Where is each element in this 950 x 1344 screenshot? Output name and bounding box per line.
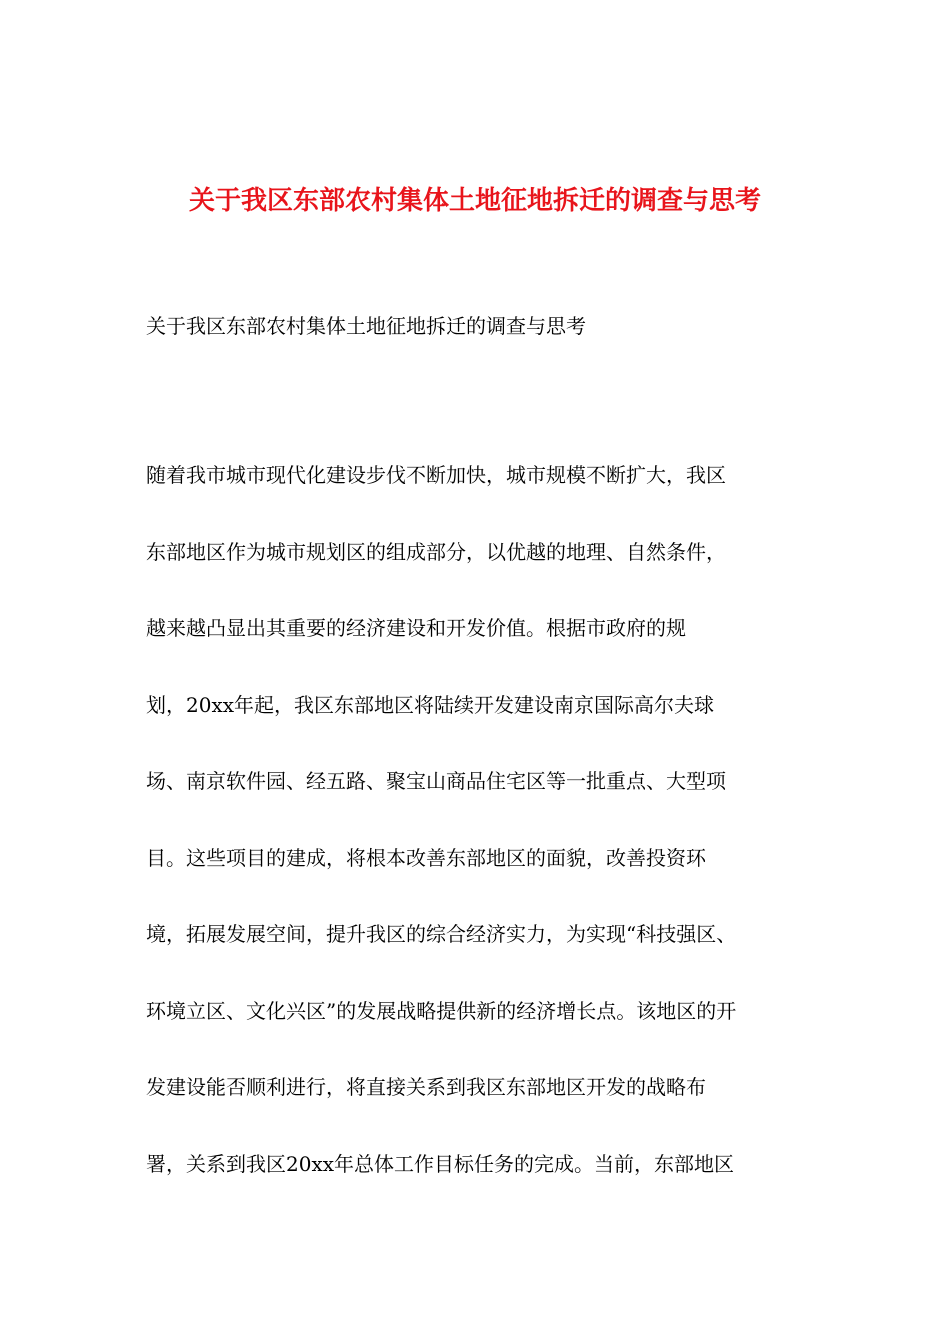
body-line: 署，关系到我区20xx年总体工作目标任务的完成。当前，东部地区 xyxy=(146,1151,735,1176)
body-text xyxy=(146,455,826,1220)
body-line: 场、南京软件园、经五路、聚宝山商品住宅区等一批重点、大型项 xyxy=(146,769,726,793)
body-line: 境，拓展发展空间，提升我区的综合经济实力，为实现“科技强区、 xyxy=(146,922,737,946)
body-line: 随着我市城市现代化建设步伐不断加快，城市规模不断扩大，我区 xyxy=(146,463,726,487)
document-title: 关于我区东部农村集体土地征地拆迁的调查与思考 xyxy=(188,186,761,216)
body-line: 目。这些项目的建成，将根本改善东部地区的面貌，改善投资环 xyxy=(146,845,706,870)
body-line: 环境立区、文化兴区”的发展战略提供新的经济增长点。该地区的开 xyxy=(146,998,737,1023)
document-subtitle: 关于我区东部农村集体土地征地拆迁的调查与思考 xyxy=(146,314,586,338)
body-line: 划，20xx年起，我区东部地区将陆续开发建设南京国际高尔夫球 xyxy=(146,692,715,717)
body-line: 发建设能否顺利进行，将直接关系到我区东部地区开发的战略布 xyxy=(146,1075,706,1099)
body-line: 越来越凸显出其重要的经济建设和开发价值。根据市政府的规 xyxy=(146,616,686,640)
body-line: 东部地区作为城市规划区的组成部分，以优越的地理、自然条件， xyxy=(146,539,726,564)
